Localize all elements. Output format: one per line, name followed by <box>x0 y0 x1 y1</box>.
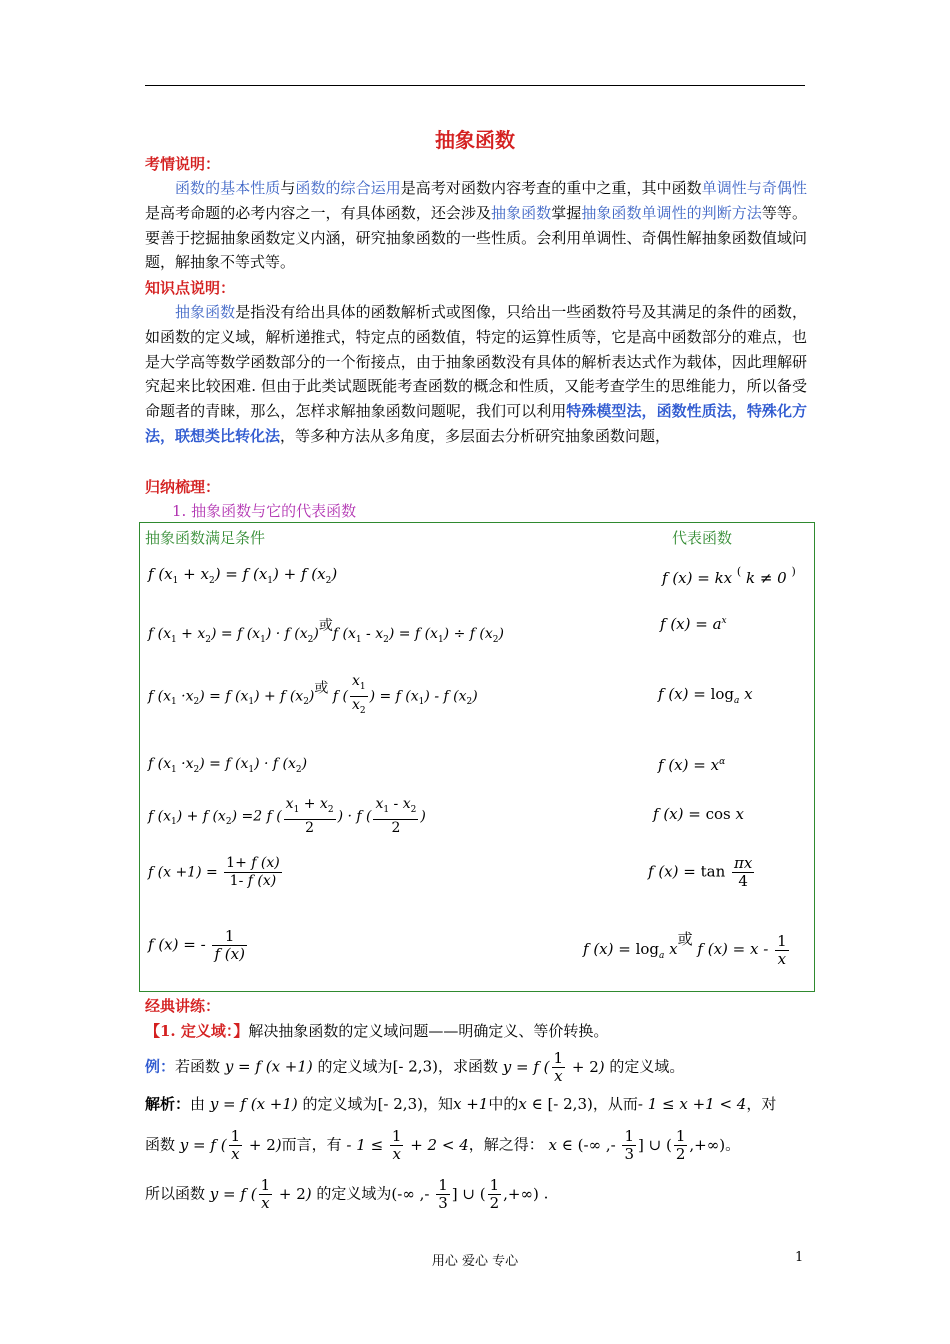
exam-text: 与 <box>280 179 296 197</box>
conclusion-text: 的定义域为 <box>316 1184 392 1203</box>
exam-text: 掌握 <box>551 203 582 222</box>
conclusion-text: . <box>543 1184 549 1203</box>
analysis-text: 函数 <box>145 1135 176 1154</box>
topic-label: 【1. 定义域：】 <box>145 1022 249 1040</box>
or-label: 或 <box>318 618 333 634</box>
analysis-text: 中的 <box>488 1095 519 1113</box>
conclusion-text: 所以函数 <box>145 1184 206 1203</box>
analysis-text: ，对 <box>746 1095 777 1113</box>
example-line: 例：若函数 y = f (x +1) 的定义域为[- 2,3)，求函数 y = f ( $\frac{1}{x}$ + 2) 的定义域。 <box>145 1049 685 1085</box>
analysis-text: 。 <box>725 1135 741 1154</box>
example-text: 的定义域为 <box>317 1057 393 1076</box>
analysis-text: 而言，有 <box>281 1135 342 1154</box>
or-label: 或 <box>314 680 329 697</box>
condition-multiplicative: f $(x_1 + x_2) = f$ $(x_1) \cdot f$ $(x_2)$或f $(x_1 - x_2) = f$ $(x_1) \div f$ $(x_2)$ <box>148 618 504 645</box>
condition-reciprocal: f (x) = - $\frac{1}{f (x)}$ <box>148 927 245 963</box>
representative-cos: f (x) = cos x <box>653 805 744 823</box>
exam-term-comprehensive: 函数的综合运用 <box>295 179 401 197</box>
summary-subheading: 1. 抽象函数与它的代表函数 <box>172 502 357 520</box>
knowledge-text: ，等多种方法从多角度，多层面去分析研究抽象函数问题， <box>280 426 671 445</box>
summary-heading: 归纳梳理： <box>145 478 221 496</box>
example-text: ，求函数 <box>437 1057 498 1076</box>
exam-term-method: 抽象函数单调性的判断方法 <box>581 203 762 222</box>
page-number: 1 <box>795 1250 804 1265</box>
representative-exponential: f $(x) = a^x$ <box>660 615 727 633</box>
knowledge-text: 是指没有给出具体的函数解析式或图像，只给出一些函数符号及其满足的条件的函数，如函数的定义域，解析递推式，特定点的函数值，特定的运算性质等，它是高中函数部分的难点，也是大学高等数学函数部分的一个衔接点，由于抽象函数没有具体的解析表达式作为载体，因此理解研究起来比较困难. 但由于此类试题既能考查函数的概念和性质，又能考查学生的思维能力，所以备受命题者的青睐，那么，怎样求解抽象函数问题呢，我们可以利用 <box>145 303 807 421</box>
exam-term-abstract: 抽象函数 <box>491 203 552 222</box>
condition-logarithmic: f $(x_1 \cdot x_2) = f$ $(x_1) + f$ $(x_2)$或 f ( $\frac{x_1}{x_2}$ ) = f $(x_1)$ - f $(x_2)$ <box>148 673 478 716</box>
analysis-label: 解析： <box>145 1095 191 1113</box>
topic-line <box>145 1020 608 1041</box>
or-label: 或 <box>677 930 693 948</box>
knowledge-paragraph <box>145 300 807 449</box>
page-title: 抽象函数 <box>435 128 515 152</box>
analysis-text: ，解之得： <box>468 1135 544 1154</box>
exam-term-monotonicity: 单调性与奇偶性 <box>701 179 807 197</box>
header-rule <box>145 85 805 86</box>
topic-text: 解决抽象函数的定义域问题——明确定义、等价转换。 <box>248 1022 609 1040</box>
exam-text: 是高考对函数内容考查的重中之重，其中函数 <box>400 179 702 197</box>
representative-log: f $(x) = \log_a x$ <box>658 685 753 706</box>
classic-heading: 经典讲练： <box>145 997 221 1015</box>
analysis-text: 的定义域为 <box>302 1095 378 1113</box>
condition-additive: f $(x_1 + x_2) = f$ $(x_1) + f$ $(x_2)$ <box>148 565 338 586</box>
analysis-line-1: 解析：由 y = f (x +1) 的定义域为[- 2,3)，知x +1中的x ∈ [- 2,3)，从而- 1 ≤ x +1 < 4，对 <box>145 1095 777 1113</box>
exam-text: 是高考命题的必考内容之一，有具体函数，还会涉及 <box>145 203 492 222</box>
analysis-line-2: 函数 y = f ( $\frac{1}{x}$ + 2)而言，有 - 1 ≤ $\frac{1}{x}$ + 2 < 4，解之得： x ∈ (-∞ ,- $\frac{1}{3}$ ] ∪ ( $\frac{1}{2}$ ,+∞)。 <box>145 1127 741 1163</box>
exam-text: 等等。要善于挖掘抽象函数定义内涵，研究抽象函数的一些性质。会利用单调性、奇偶性解抽象函数值域问题，解抽象不等式等。 <box>145 203 807 272</box>
knowledge-methods: 特殊模型法，函数性质法，特殊化方法，联想类比转化法 <box>145 402 807 445</box>
footer-slogan: 用心 爱心 专心 <box>431 1254 519 1269</box>
representative-power: f $(x) = x^\alpha$ <box>658 756 726 774</box>
table-header-condition: 抽象函数满足条件 <box>145 529 266 547</box>
analysis-text: ，知 <box>422 1095 453 1113</box>
example-label: 例： <box>145 1057 176 1076</box>
representative-tan: f (x) = tan $\frac{\pi x}{4}$ <box>648 854 753 890</box>
table-header-representative: 代表函数 <box>672 529 733 547</box>
representative-reciprocal: f $(x) = \log_a x$或 f (x) = x - $\frac{1}{x}$ <box>583 930 787 968</box>
example-text: 的定义域。 <box>609 1057 685 1076</box>
condition-power: f $(x_1 \cdot x_2) = f$ $(x_1) \cdot f$ $(x_2)$ <box>148 756 308 775</box>
exam-term-basic-properties: 函数的基本性质 <box>175 179 281 197</box>
exam-paragraph <box>145 176 807 275</box>
example-text: 若函数 <box>175 1057 221 1076</box>
exam-heading: 考情说明： <box>145 155 221 173</box>
analysis-text: 由 <box>190 1095 206 1113</box>
analysis-text: ，从而 <box>592 1095 638 1113</box>
condition-tangent: f (x +1) = $\frac{1+ f (x)}{1- f (x)}$ <box>148 855 280 889</box>
condition-cosine: f $(x_1) + f$ $(x_2) =2$ f ( $\frac{x_1 + x_2}{2}$ ) · f ( $\frac{x_1 - x_2}{2}$ ) <box>148 796 426 836</box>
conclusion-line: 所以函数 y = f ( $\frac{1}{x}$ + 2) 的定义域为(-∞ ,- $\frac{1}{3}$ ] ∪ ( $\frac{1}{2}$ ,+∞) . <box>145 1176 549 1212</box>
representative-linear: f (x) = kx ( k ≠ 0 ) <box>662 565 796 587</box>
knowledge-term: 抽象函数 <box>175 303 236 321</box>
knowledge-heading: 知识点说明： <box>145 279 236 297</box>
